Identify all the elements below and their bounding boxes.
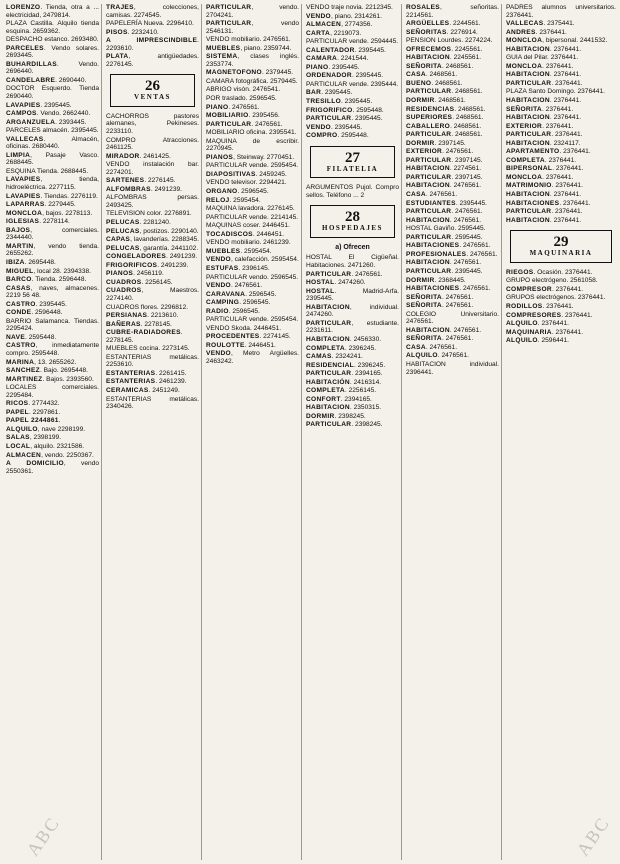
classified-ad: ESTUFAS. 2396145.: [206, 264, 270, 272]
classified-ad: TRAJES, colecciones, camisas. 2274545.: [106, 4, 199, 19]
classified-ad: PAPELERÍA Nueva. 2296410.: [106, 20, 194, 28]
classified-ad: MIRADOR. 2461425.: [106, 152, 171, 160]
classified-ad: MARTINEZ. Bajos. 2393560.: [6, 375, 94, 383]
classified-ad: PARTICULAR, estudiante. 2231611.: [306, 319, 399, 335]
classified-ad: CUADROS flores. 2296812.: [106, 303, 189, 311]
classified-ad: MARINA, 13. 2655262.: [6, 358, 77, 366]
classified-ad: MONCLOA, bipersonal. 2441532.: [506, 37, 608, 45]
classified-ad: PARCELES. Vendo solares. 2693445.: [6, 44, 99, 60]
abc-watermark: ABC: [572, 812, 614, 860]
classified-ad: CABALLERO. 2468561.: [406, 122, 482, 130]
classified-ad: PIANO. 2476561.: [206, 103, 260, 111]
classified-ad: PLAZA Santo Domingo. 2376441.: [506, 88, 605, 96]
classified-ad: VENDO mobiliario. 2461239.: [206, 239, 291, 247]
classified-ad: CAMPOS. Vendo. 2662440.: [6, 110, 91, 118]
classified-ad: MONCLOA, bajos. 2278113.: [6, 209, 93, 217]
classified-ad: MONCLOA. 2376441.: [506, 62, 574, 70]
section-header-hospedajes: [310, 205, 395, 238]
classified-ad: CAPAS, lavanderías. 2288345.: [106, 236, 200, 244]
column-1: [4, 4, 102, 860]
classified-ad: DOCTOR Esquerdo. Tienda 2690440.: [6, 85, 99, 101]
classified-ad: PARTICULAR vende. 2214145.: [206, 213, 299, 221]
classified-ad: ALQUILO. 2476561.: [406, 352, 469, 360]
classified-ad: SEÑORITA. 2476561.: [406, 335, 474, 343]
classified-ad: MARTIN, vendo tienda. 2655262.: [6, 242, 99, 258]
classified-ad: PAPEL. 2297861.: [6, 408, 61, 416]
classified-ad: PAPEL 2244861.: [6, 417, 61, 425]
classified-ad: DIAPOSITIVAS. 2459245.: [206, 170, 287, 178]
classified-ad: MOBILIARIO. 2395456.: [206, 112, 280, 120]
classified-ad: PARTICULAR. 2394165.: [306, 370, 383, 378]
filatelia-note: ARGUMENTOS Pujol. Compro sellos. Teléfono ... 2: [306, 184, 399, 199]
classified-ad: HABITACION. 2476561.: [406, 216, 482, 224]
column-5: [404, 4, 502, 860]
classified-ad: HABITACION. 2350315.: [306, 404, 382, 412]
section-number: 28: [345, 209, 360, 226]
classified-ad: SALAS, 2398199.: [6, 434, 62, 442]
classified-ad: COMPRO. 2595448.: [306, 132, 369, 140]
classified-ad: CALENTADOR. 2395445.: [306, 46, 386, 54]
classified-ad: BAÑERAS. 2278145.: [106, 320, 172, 328]
classified-ad: DORMIR. 2468561.: [406, 97, 466, 105]
classified-ad: SISTEMA, clases inglés. 2353774.: [206, 53, 299, 68]
classified-ad: PARTICULAR vende. 2595454.: [206, 316, 299, 324]
classified-ad: HABITACION. 2274561.: [406, 165, 482, 173]
classified-ad: ARGANZUELA. 2393445.: [6, 118, 87, 126]
section-title: FILATELIA: [326, 164, 379, 173]
classified-ad: PARTICULAR. 2595445.: [406, 233, 483, 241]
classified-ad: SARTENES. 2276145.: [106, 177, 176, 185]
classified-ad: PLATA, antigüedades. 2276145.: [106, 53, 199, 68]
classified-ad: GUIA del Pilar. 2376441.: [506, 54, 579, 62]
classified-ad: DORMIR. 2368445.: [406, 276, 466, 284]
classified-ad: TELEVISION color. 2276891.: [106, 210, 192, 218]
section-title: MAQUINARIA: [529, 249, 593, 258]
classified-ad: COMPLETA. 2396245.: [306, 344, 377, 352]
classified-ad: LIMPIA, Pasaje Vasco. 2688445.: [6, 151, 99, 167]
classified-ad: ESTUDIANTES. 2395445.: [406, 199, 487, 207]
classified-ad: EXTERIOR. 2476561.: [406, 148, 474, 156]
classified-ad: HABITACIONES. 2376441.: [506, 199, 591, 207]
classified-ad: VENDO. 2395445.: [306, 123, 363, 131]
classified-ad: HOSTAL Gaviño. 2595445.: [406, 225, 486, 233]
classified-ad: CASA. 2476561.: [406, 343, 458, 351]
classified-ad: PARTICULAR. 2376441.: [506, 131, 583, 139]
classified-ad: MAGNETOFONO. 2379445.: [206, 69, 294, 77]
classified-ad: CAMARA fotográfica. 2579445.: [206, 77, 298, 85]
classified-ad: PROFESIONALES. 2476561.: [406, 250, 498, 258]
classified-ad: PARTICULAR. 2395445.: [406, 267, 483, 275]
classified-ad: PARTICULAR. 2476561.: [206, 120, 283, 128]
classified-ad: MAQUINARIA. 2376441.: [506, 328, 584, 336]
classified-ad: PELUCAS. 2281240.: [106, 219, 171, 227]
classified-ad: CAMAS. 2324241.: [306, 353, 363, 361]
section-number: 27: [345, 149, 360, 166]
classified-ad-list: [306, 254, 399, 428]
classified-ad: LOCALES comerciales. 2295484.: [6, 384, 99, 399]
classified-ad: PLAZA Castilla. Alquilo tienda esquina. 2659362.: [6, 20, 99, 35]
classified-ad: SANCHEZ. Bajo. 2695448.: [6, 367, 89, 375]
classified-ad: LORENZO. Tienda, otra a ... electricidad, 2479814.: [6, 4, 99, 19]
classified-ad: PARTICULAR. 2376441.: [506, 79, 583, 87]
classified-ad: CONGELADORES. 2491239.: [106, 253, 198, 261]
classified-ad: PARTICULAR. 2476561.: [306, 270, 383, 278]
classified-ad-list: [306, 4, 399, 140]
classified-ad: GRUPOS electrógenos. 2376441.: [506, 294, 606, 302]
classified-ad-list: [406, 4, 499, 376]
classified-ad: RESIDENCIAS. 2468561.: [406, 105, 486, 113]
classified-ad: BUENO. 2468561.: [406, 79, 463, 87]
classified-ad: HABITACION. 2376441.: [506, 191, 582, 199]
classified-ad: RESIDENCIAL. 2396245.: [306, 361, 386, 369]
classified-ad-list: [106, 4, 199, 68]
classified-ad: PARTICULAR vende. 2595454.: [206, 162, 299, 170]
classified-ad: VENDO, calefacción. 2595454.: [206, 256, 299, 264]
classified-ad: HABITACION. 2376441.: [506, 114, 582, 122]
classified-ad: BARRIO Salamanca. Tiendas. 2295424.: [6, 317, 99, 333]
classified-ad: HABITACION. 2245561.: [406, 54, 482, 62]
classified-ad: CUADROS, Maestros. 2274140.: [106, 287, 199, 302]
classified-ad: MIGUEL, local 28. 2394338.: [6, 267, 92, 275]
classified-ad: ALMACEN, vendo. 2250367.: [6, 451, 94, 459]
classified-ad: DORMIR. 2397145.: [406, 139, 466, 147]
classified-ad: HABITACION. 2476561.: [406, 182, 482, 190]
classified-ad: MUEBLES cocina. 2273145.: [106, 345, 190, 353]
classified-ad: VENDO Skoda. 2446451.: [206, 324, 282, 332]
classified-ad: CAMARA. 2241544.: [306, 55, 369, 63]
classified-ad: COMPRO Atracciones. 2461125.: [106, 136, 199, 152]
classified-ad: ESTANTERIAS. 2261415.: [106, 369, 187, 377]
classified-ad: BAJOS, comerciales. 2344440.: [6, 226, 99, 242]
classified-ad: HABITACION. 2476561.: [406, 259, 482, 267]
classified-ad: PARTICULAR. 2468561.: [406, 131, 483, 139]
classified-ad: ESQUINA Tienda. 2688445.: [6, 167, 89, 175]
classified-ad: MONCLOA. 2376441.: [506, 173, 574, 181]
classified-ad: CASTRO, inmediatamente compro. 2595448.: [6, 342, 99, 357]
classified-ad: POR traslado. 2596545.: [206, 95, 277, 103]
classified-ad: VENDO instalación bar. 2274201.: [106, 161, 199, 176]
section-title: HOSPEDAJES: [322, 224, 383, 233]
classified-ad: PISOS. 2232410.: [106, 28, 159, 36]
classified-ad: MATRIMONIO. 2376441.: [506, 182, 583, 190]
classified-ad: MOBILIARIO oficina. 2395541.: [206, 129, 297, 137]
classified-ad: PARTICULAR. 2397145.: [406, 156, 483, 164]
classified-ad: EXTERIOR. 2376441.: [506, 122, 574, 130]
classified-ad: CAMPING. 2596545.: [206, 299, 271, 307]
classified-ad: IBIZA. 2695448.: [6, 258, 56, 266]
classified-ad: CACHORROS pastores alemanes, Pekineses. 2233110.: [106, 112, 199, 136]
classified-ad: PARTICULAR vende. 2395444.: [306, 80, 399, 88]
classified-ad: LAVAPIES, tienda, hidroeléctrica. 2277115.: [6, 176, 99, 192]
classified-ad: SEÑORITA. 2376441.: [506, 105, 574, 113]
classified-ad: VENDO. 2476561.: [206, 282, 263, 290]
classified-ad: ESTANTERIAS metálicas. 2253610.: [106, 353, 199, 369]
classified-ad: CASTRO. 2395445.: [6, 300, 67, 308]
classified-ad: HABITACIÓN. 2416314.: [306, 378, 382, 386]
classified-ad: HABITACION. 2376441.: [506, 216, 582, 224]
classified-ad: A IMPRESCINDIBLE. 2293610.: [106, 37, 199, 52]
newspaper-page: [4, 4, 616, 860]
classified-ad: TOCADISCOS. 2446451.: [206, 230, 285, 238]
column-3: [204, 4, 302, 860]
classified-ad: COMPRESOR. 2376441.: [506, 285, 584, 293]
classified-ad: ESTANTERIAS metálicas. 2340426.: [106, 395, 199, 411]
classified-ad: FRIGORIFICOS. 2491239.: [106, 261, 189, 269]
classified-ad: PARCELES almacén. 2395445.: [6, 127, 99, 135]
classified-ad: SEÑORITA. 2476561.: [406, 302, 474, 310]
classified-ad-list: [206, 4, 299, 366]
column-6: [504, 4, 618, 860]
classified-ad: COMPLETA. 2256145.: [306, 387, 377, 395]
classified-ad: RODILLOS. 2376441.: [506, 302, 574, 310]
column-2: [104, 4, 202, 860]
classified-ad: CASAS, naves, almacenes. 2219 56 48.: [6, 284, 99, 300]
classified-ad: HABITACION individual. 2396441.: [406, 360, 499, 376]
classified-ad: ALFOMBRAS persas. 2493425.: [106, 194, 199, 209]
classified-ad: VALLECAS. 2375441.: [506, 20, 575, 28]
classified-ad: MAQUINAS coser. 2446451.: [206, 222, 290, 230]
classified-ad: COMPRESORES. 2376441.: [506, 311, 593, 319]
classified-ad: RICOS. 2774432.: [6, 400, 60, 408]
classified-ad: VENDO, Metro Argüelles. 2463242.: [206, 350, 299, 365]
classified-ad: BAR. 2395445.: [306, 89, 353, 97]
classified-ad: PELUCAS, postizos. 2290140.: [106, 227, 199, 235]
classified-ad: COMPLETA. 2376441.: [506, 156, 577, 164]
classified-ad: VENDO mobiliario. 2476561.: [206, 36, 291, 44]
classified-ad: PIANO. 2395445.: [306, 63, 360, 71]
classified-ad: PENSION Lourdes. 2274224.: [406, 37, 493, 45]
classified-ad: CANDELABRE. 2690440.: [6, 76, 87, 84]
classified-ad: ALMACEN, 2774356.: [306, 21, 373, 29]
classified-ad: HABITACION. 2376441.: [506, 71, 582, 79]
classified-ad: PERSIANAS. 2213610.: [106, 312, 179, 320]
classified-ad: BIPERSONAL. 2376441.: [506, 165, 584, 173]
classified-ad: PARTICULAR. 2395445.: [306, 115, 383, 123]
classified-ad: ORDENADOR. 2395445.: [306, 72, 384, 80]
classified-ad-list: [506, 269, 616, 345]
classified-ad: CUADROS. 2256145.: [106, 278, 173, 286]
classified-ad: HABITACION. 2376441.: [506, 45, 582, 53]
section-header-filatelia: [310, 146, 395, 179]
classified-ad-list: [506, 4, 616, 224]
classified-ad: MAQUINA lavadora. 2276145.: [206, 205, 295, 213]
classified-ad: TRESILLO. 2395445.: [306, 98, 373, 106]
classified-ad: ROULOTTE. 2446451.: [206, 341, 276, 349]
abc-watermark: ABC: [22, 812, 64, 860]
section-number: 29: [553, 234, 569, 251]
classified-ad: RADIO. 2596545.: [206, 307, 260, 315]
classified-ad: IGLESIAS. 2278114.: [6, 218, 70, 226]
section-number: 26: [145, 78, 160, 95]
classified-ad-list: [6, 4, 99, 475]
classified-ad: LAVAPIES. Tiendas. 2276119.: [6, 192, 98, 200]
classified-ad: NAVE. 2595448.: [6, 333, 57, 341]
classified-ad: BARCO. Tienda. 2596448.: [6, 276, 87, 284]
classified-ad: VENDO, piano. 2314261.: [306, 12, 382, 20]
classified-ad: PROCEDENTES. 2274145.: [206, 333, 291, 341]
classified-ad: ALQUILO, nave 2298199.: [6, 425, 86, 433]
classified-ad: VENDO televisor. 2294421.: [206, 179, 287, 187]
classified-ad: PELUCAS, garantía. 2441102.: [106, 244, 199, 252]
classified-ad: BUHARDILLAS. Vendo. 2696440.: [6, 60, 99, 76]
column-4: [304, 4, 402, 860]
classified-ad: MUEBLES. 2595454.: [206, 247, 272, 255]
classified-ad: COLEGIO Universitario. 2476561.: [406, 310, 499, 326]
classified-ad: HABITACION. 2456330.: [306, 335, 382, 343]
classified-ad: PARTICULAR. 2397145.: [406, 173, 483, 181]
classified-ad: RIEGOS. Ocasión. 2376441.: [506, 268, 593, 276]
classified-ad: ORGANO. 2596545.: [206, 188, 269, 196]
classified-ad: DESPACHO estanco. 2693480.: [6, 36, 99, 44]
classified-ad: ABRIGO visón. 2476541.: [206, 86, 281, 94]
classified-ad: HABITACIONES. 2476561.: [406, 285, 491, 293]
classified-ad: PIANOS, Steinway. 2770451.: [206, 153, 295, 161]
classified-ad: PARTICULAR. 2476561.: [406, 208, 483, 216]
classified-ad: HABITACION. 2376441.: [506, 97, 582, 105]
classified-ad: PIANOS. 2456119.: [106, 270, 164, 278]
classified-ad: HABITACIONES. 2476561.: [406, 242, 491, 250]
classified-ad: HABITACION, individual. 2474260.: [306, 303, 399, 319]
classified-ad: CONDE. 2596448.: [6, 309, 63, 317]
classified-ad: PARTICULAR vende. 2594445.: [306, 38, 399, 46]
classified-ad: VALLECAS. Almacén, oficinas. 2680440.: [6, 135, 99, 151]
classified-ad: LOCAL, alquilo. 2321586.: [6, 442, 85, 450]
classified-ad: SUPERIORES. 2468561.: [406, 114, 484, 122]
classified-ad: PARTICULAR. 2376441.: [506, 208, 583, 216]
section-header-maquinaria: [510, 230, 612, 263]
classified-ad: PARTICULAR. 2398245.: [306, 421, 383, 429]
section-title: VENTAS: [134, 93, 171, 102]
classified-ad: HABITACION. 2476561.: [406, 326, 482, 334]
classified-ad: CARAVANA. 2596545.: [206, 290, 277, 298]
subsection-heading: a) Ofrecen: [335, 243, 370, 251]
classified-ad: ANDRES. 2376441.: [506, 28, 567, 36]
classified-ad-list: [106, 113, 199, 411]
classified-ad: CASA. 2476561.: [406, 191, 458, 199]
classified-ad: SEÑORITA. 2468561.: [406, 62, 474, 70]
classified-ad: VENDO traje novia. 2212345.: [306, 4, 393, 11]
classified-ad: LAPARRAS. 2279445.: [6, 201, 76, 209]
classified-ad: FRIGORIFICO. 2595448.: [306, 106, 384, 114]
classified-ad: CONFORT. 2394165.: [306, 395, 372, 403]
classified-ad: LAVAPIES. 2395445.: [6, 101, 72, 109]
classified-ad: PADRES alumnos universitarios. 2376441.: [506, 4, 616, 19]
classified-ad: HABITACION. 2324117.: [506, 139, 581, 147]
classified-ad: ROSALES, señoritas. 2214561.: [406, 4, 499, 19]
classified-ad: PARTICULAR, vendo 2546131.: [206, 20, 299, 35]
classified-ad: HOSTAL. Madrid-Arfa. 2395445.: [306, 287, 399, 303]
classified-ad: MAQUINA de escribir. 2270945.: [206, 137, 299, 153]
classified-ad: CARTA, 2219073.: [306, 29, 362, 37]
section-header-ventas: [110, 74, 195, 107]
classified-ad: ALQUILO. 2376441.: [506, 320, 569, 328]
classified-ad: MUEBLES, piano. 2359744.: [206, 44, 292, 52]
classified-ad: CASA. 2468561.: [406, 71, 458, 79]
classified-ad: A DOMICILIO, vendo 2550361.: [6, 460, 99, 475]
classified-ad: ALFOMBRAS. 2491239.: [106, 185, 182, 193]
classified-ad: HOSTAL El Cigüeñal. Habitaciones. 2471260.: [306, 254, 399, 270]
classified-ad: DORMIR. 2398245.: [306, 412, 366, 420]
classified-ad: OFRECEMOS. 2245561.: [406, 45, 483, 53]
classified-ad: APARTAMENTO. 2376441.: [506, 148, 591, 156]
classified-ad: SEÑORITAS. 2276914.: [406, 28, 478, 36]
classified-ad: ARGÜELLES. 2244561.: [406, 20, 481, 28]
classified-ad: PARTICULAR, vendo. 2704241.: [206, 4, 299, 19]
classified-ad: RELOJ. 2595454.: [206, 196, 261, 204]
classified-ad: ESTANTERIAS. 2461239.: [106, 378, 187, 386]
classified-ad: CERAMICAS. 2451249.: [106, 386, 180, 394]
classified-ad: CUBRE-RADIADORES. 2278145.: [106, 329, 183, 344]
classified-ad: PARTICULAR. 2468561.: [406, 88, 483, 96]
classified-ad: ALQUILO. 2596441.: [506, 337, 569, 345]
classified-ad: GRUPO electrógeno. 2561058.: [506, 277, 598, 285]
classified-ad: HOSTAL. 2474260.: [306, 279, 366, 287]
classified-ad: PARTICULAR vendo. 2596545.: [206, 273, 299, 281]
classified-ad: SEÑORITA. 2476561.: [406, 293, 474, 301]
